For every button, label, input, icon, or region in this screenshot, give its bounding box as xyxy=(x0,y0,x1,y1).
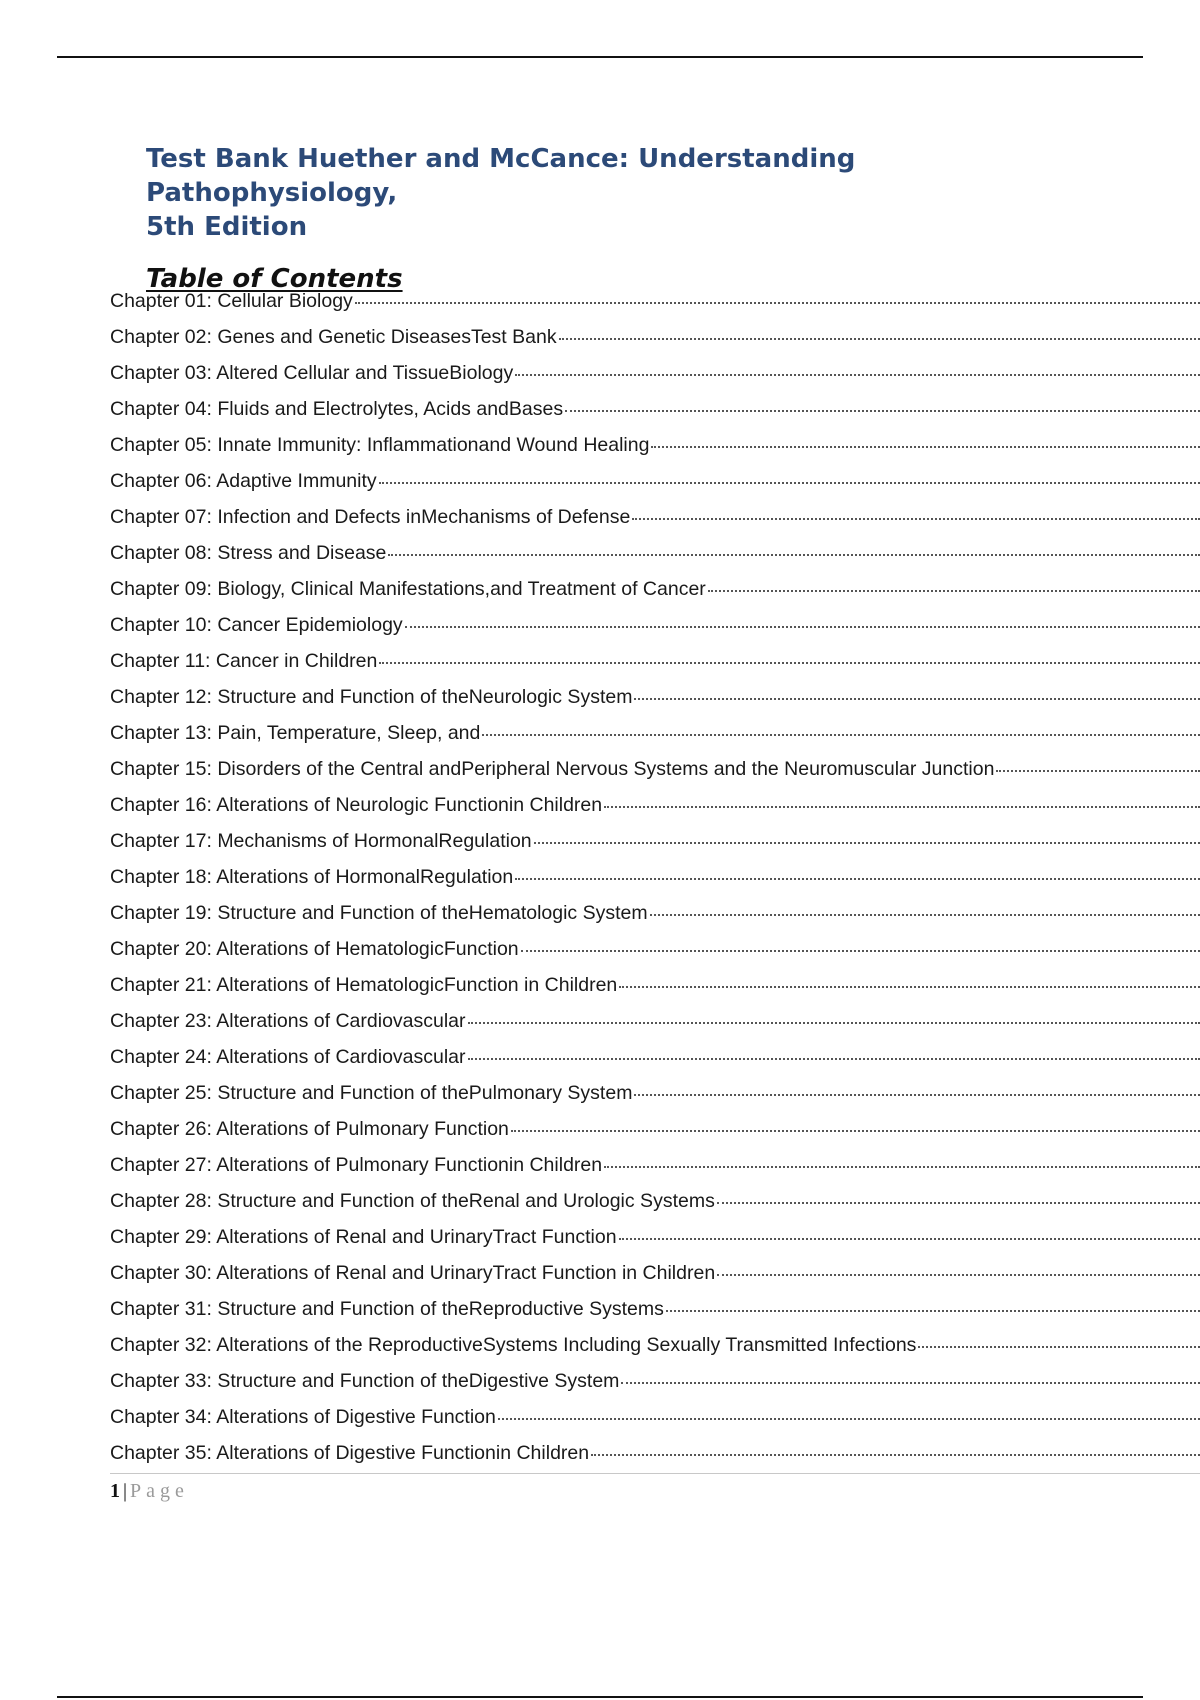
toc-entry-link[interactable]: Chapter 30: Alterations of Renal and UrinaryTract Function in Children xyxy=(110,1262,716,1284)
document-title-line-2: 5th Edition xyxy=(146,212,308,242)
toc-entry-link[interactable]: Chapter 01: Cellular Biology xyxy=(110,290,353,312)
toc-dot-leader xyxy=(650,914,1200,916)
toc-entry-link[interactable]: Chapter 03: Altered Cellular and TissueBiology xyxy=(110,362,514,384)
toc-dot-leader xyxy=(468,1022,1200,1024)
toc-entry[interactable] xyxy=(110,686,1200,722)
toc-entry[interactable] xyxy=(110,614,1200,650)
toc-dot-leader xyxy=(521,950,1200,952)
toc-dot-leader xyxy=(565,410,1200,412)
toc-dot-leader xyxy=(619,1238,1200,1240)
toc-dot-leader xyxy=(717,1274,1200,1276)
toc-dot-leader xyxy=(717,1202,1200,1204)
toc-entry-link[interactable]: Chapter 19: Structure and Function of theHematologic System xyxy=(110,902,648,924)
toc-entry[interactable] xyxy=(110,938,1200,974)
toc-entry-link[interactable]: Chapter 20: Alterations of HematologicFunction xyxy=(110,938,519,960)
toc-entry[interactable] xyxy=(110,542,1200,578)
toc-dot-leader xyxy=(534,842,1200,844)
top-rule xyxy=(57,56,1143,58)
toc-entry[interactable] xyxy=(110,866,1200,902)
toc-dot-leader xyxy=(379,482,1200,484)
toc-entry[interactable] xyxy=(110,326,1200,362)
toc-entry[interactable] xyxy=(110,1334,1200,1370)
toc-entry[interactable] xyxy=(110,758,1200,794)
toc-dot-leader xyxy=(515,374,1200,376)
page-label: Page xyxy=(130,1480,189,1502)
toc-dot-leader xyxy=(604,806,1200,808)
toc-dot-leader xyxy=(621,1382,1200,1384)
toc-entry[interactable] xyxy=(110,974,1200,1010)
toc-entry[interactable] xyxy=(110,398,1200,434)
toc-entry-link[interactable]: Chapter 13: Pain, Temperature, Sleep, and xyxy=(110,722,481,744)
toc-entry[interactable] xyxy=(110,1262,1200,1298)
page-number: 1 xyxy=(110,1480,120,1502)
toc-dot-leader xyxy=(511,1130,1200,1132)
toc-entry-link[interactable]: Chapter 24: Alterations of Cardiovascular xyxy=(110,1046,466,1068)
toc-dot-leader xyxy=(634,1094,1200,1096)
toc-dot-leader xyxy=(591,1454,1200,1456)
toc-entry-link[interactable]: Chapter 04: Fluids and Electrolytes, Acids andBases xyxy=(110,398,564,420)
toc-entry[interactable] xyxy=(110,1082,1200,1118)
toc-entry-link[interactable]: Chapter 23: Alterations of Cardiovascular xyxy=(110,1010,466,1032)
toc-dot-leader xyxy=(355,302,1200,304)
toc-entry-link[interactable]: Chapter 28: Structure and Function of theRenal and Urologic Systems xyxy=(110,1190,715,1212)
toc-entry-link[interactable]: Chapter 25: Structure and Function of thePulmonary System xyxy=(110,1082,633,1104)
toc-dot-leader xyxy=(482,734,1200,736)
footer-divider xyxy=(110,1473,1200,1474)
toc-entry[interactable] xyxy=(110,1010,1200,1046)
toc-entry[interactable] xyxy=(110,794,1200,830)
toc-entry-link[interactable]: Chapter 32: Alterations of the ReproductiveSystems Including Sexually Transmitted Infections xyxy=(110,1334,917,1356)
toc-dot-leader xyxy=(619,986,1200,988)
toc-entry[interactable] xyxy=(110,1226,1200,1262)
toc-dot-leader xyxy=(632,518,1200,520)
toc-entry[interactable] xyxy=(110,722,1200,758)
toc-entry[interactable] xyxy=(110,1046,1200,1082)
toc-entry-link[interactable]: Chapter 05: Innate Immunity: Inflammationand Wound Healing xyxy=(110,434,650,456)
toc-entry-link[interactable]: Chapter 29: Alterations of Renal and UrinaryTract Function xyxy=(110,1226,617,1248)
toc-entry-link[interactable]: Chapter 27: Alterations of Pulmonary Functionin Children xyxy=(110,1154,603,1176)
toc-entry[interactable] xyxy=(110,1370,1200,1406)
toc-dot-leader xyxy=(634,698,1200,700)
toc-entry[interactable] xyxy=(110,362,1200,398)
toc-entry-link[interactable]: Chapter 08: Stress and Disease xyxy=(110,542,387,564)
toc-entry[interactable] xyxy=(110,506,1200,542)
toc-entry-link[interactable]: Chapter 10: Cancer Epidemiology xyxy=(110,614,403,636)
toc-entry[interactable] xyxy=(110,1118,1200,1154)
toc-entry[interactable] xyxy=(110,578,1200,614)
toc-dot-leader xyxy=(379,662,1200,664)
toc-entry-link[interactable]: Chapter 35: Alterations of Digestive Functionin Children xyxy=(110,1442,590,1464)
toc-entry-link[interactable]: Chapter 18: Alterations of HormonalRegulation xyxy=(110,866,514,888)
toc-entry[interactable] xyxy=(110,1406,1200,1442)
toc-entry-link[interactable]: Chapter 06: Adaptive Immunity xyxy=(110,470,377,492)
footer-separator: | xyxy=(123,1480,128,1502)
toc-dot-leader xyxy=(604,1166,1200,1168)
toc-entry-link[interactable]: Chapter 15: Disorders of the Central andPeripheral Nervous Systems and the Neuromuscular Junction xyxy=(110,758,995,780)
document-title xyxy=(146,142,1086,244)
toc-dot-leader xyxy=(498,1418,1200,1420)
toc-entry[interactable] xyxy=(110,650,1200,686)
toc-dot-leader xyxy=(708,590,1200,592)
toc-entry-link[interactable]: Chapter 16: Alterations of Neurologic Functionin Children xyxy=(110,794,603,816)
toc-entry-link[interactable]: Chapter 02: Genes and Genetic DiseasesTest Bank xyxy=(110,326,557,348)
toc-dot-leader xyxy=(405,626,1200,628)
toc-entry[interactable] xyxy=(110,830,1200,866)
page-footer xyxy=(110,1478,189,1504)
toc-entry-link[interactable]: Chapter 31: Structure and Function of theReproductive Systems xyxy=(110,1298,664,1320)
toc-entry-link[interactable]: Chapter 21: Alterations of HematologicFunction in Children xyxy=(110,974,618,996)
toc-entry-link[interactable]: Chapter 17: Mechanisms of HormonalRegulation xyxy=(110,830,532,852)
toc-entry-link[interactable]: Chapter 12: Structure and Function of theNeurologic System xyxy=(110,686,633,708)
toc-list xyxy=(110,290,1200,1478)
toc-dot-leader xyxy=(651,446,1200,448)
toc-entry[interactable] xyxy=(110,1154,1200,1190)
toc-dot-leader xyxy=(918,1346,1200,1348)
toc-entry-link[interactable]: Chapter 11: Cancer in Children xyxy=(110,650,378,672)
bottom-rule xyxy=(57,1696,1143,1698)
toc-dot-leader xyxy=(666,1310,1200,1312)
toc-entry[interactable] xyxy=(110,434,1200,470)
toc-entry[interactable] xyxy=(110,1190,1200,1226)
toc-entry-link[interactable]: Chapter 07: Infection and Defects inMechanisms of Defense xyxy=(110,506,631,528)
toc-dot-leader xyxy=(996,770,1200,772)
toc-entry-link[interactable]: Chapter 26: Alterations of Pulmonary Function xyxy=(110,1118,509,1140)
toc-dot-leader xyxy=(468,1058,1200,1060)
toc-entry[interactable] xyxy=(110,290,1200,326)
toc-dot-leader xyxy=(388,554,1200,556)
toc-entry[interactable] xyxy=(110,1298,1200,1334)
document-title-line-1: Test Bank Huether and McCance: Understanding Pathophysiology, xyxy=(146,144,856,208)
toc-entry-link[interactable]: Chapter 09: Biology, Clinical Manifestations,and Treatment of Cancer xyxy=(110,578,706,600)
toc-heading: Table of Contents xyxy=(146,264,403,294)
toc-entry[interactable] xyxy=(110,470,1200,506)
toc-dot-leader xyxy=(515,878,1200,880)
toc-entry-link[interactable]: Chapter 34: Alterations of Digestive Function xyxy=(110,1406,496,1428)
toc-entry[interactable] xyxy=(110,902,1200,938)
toc-entry-link[interactable]: Chapter 33: Structure and Function of theDigestive System xyxy=(110,1370,620,1392)
toc-dot-leader xyxy=(559,338,1200,340)
